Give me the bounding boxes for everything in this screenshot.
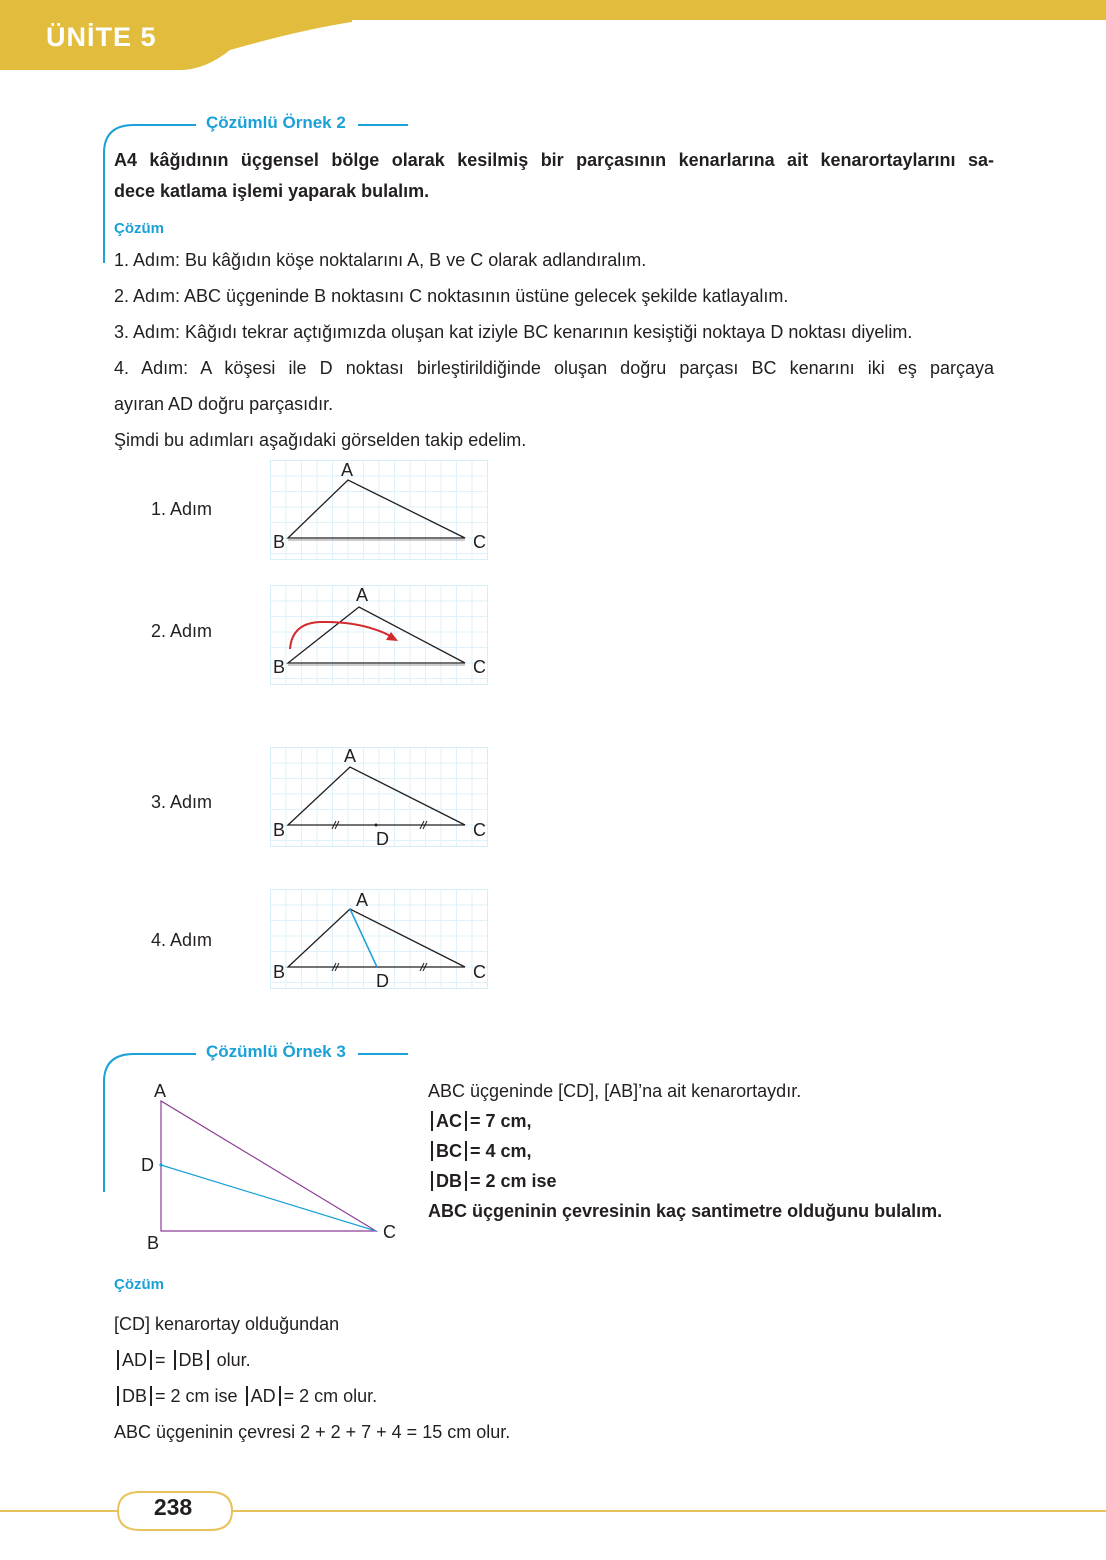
median-ad xyxy=(350,909,377,967)
fig3-label-b: B xyxy=(273,820,286,840)
figure-step-4-label: 4. Adım xyxy=(151,930,213,950)
example3-given-ac: AC = 7 cm, xyxy=(428,1110,532,1132)
step-4-text: 4. Adım: A köşesi ile D noktası birleştirildiğinde oluşan doğru parçası BC kenarını iki eş parçaya xyxy=(114,358,994,378)
fig4-label-d: D xyxy=(376,971,389,991)
median-cd xyxy=(161,1165,376,1231)
fig4-label-a: A xyxy=(356,890,369,910)
fig1-label-a: A xyxy=(341,460,354,480)
fig4-label-c: C xyxy=(473,962,486,982)
step-2-text: 2. Adım: ABC üçgeninde B noktasını C noktasının üstüne gelecek şekilde katlayalım. xyxy=(114,286,789,306)
example3-solution-line1: [CD] kenarortay olduğundan xyxy=(114,1314,340,1334)
fig3-label-c: C xyxy=(473,820,486,840)
fig3-label-d: D xyxy=(376,829,389,849)
example3-title: Çözümlü Örnek 3 xyxy=(206,1042,346,1061)
ex3-label-b: B xyxy=(147,1233,160,1253)
example3-solution-label: Çözüm xyxy=(114,1276,164,1293)
example3-title-rule xyxy=(358,1053,408,1055)
example2-solution-label: Çözüm xyxy=(114,220,164,237)
figure-step-1-label: 1. Adım xyxy=(151,499,213,519)
figure-step-2-label: 2. Adım xyxy=(151,621,213,641)
figure-step-2 xyxy=(270,585,486,683)
fig1-label-b: B xyxy=(273,532,286,552)
fig2-label-c: C xyxy=(473,657,486,677)
example2-problem-line1: A4 kâğıdının üçgensel bölge olarak kesilmiş bir parçasının kenarlarına ait kenarortaylarını sa- xyxy=(114,150,994,170)
example2-title-rule xyxy=(358,124,408,126)
example3-given-bc: BC = 4 cm, xyxy=(428,1140,532,1162)
figure-step-1 xyxy=(270,460,486,558)
example2-title: Çözümlü Örnek 2 xyxy=(206,113,346,132)
example3-given-db: DB = 2 cm ise xyxy=(428,1170,557,1192)
fold-arrowhead xyxy=(386,632,398,641)
header-band xyxy=(0,0,1106,72)
fig3-label-a: A xyxy=(344,746,357,766)
example3-given-line1: ABC üçgeninde [CD], [AB]’na ait kenarortaydır. xyxy=(428,1081,802,1101)
ex3-label-c: C xyxy=(383,1222,396,1242)
follow-text: Şimdi bu adımları aşağıdaki görselden takip edelim. xyxy=(114,430,527,450)
fig4-label-b: B xyxy=(273,962,286,982)
step-3-text: 3. Adım: Kâğıdı tekrar açtığımızda oluşan kat iziyle BC kenarının kesiştiği noktaya D noktası diyelim. xyxy=(114,322,913,342)
ex3-label-d: D xyxy=(141,1155,154,1175)
example2-problem-line2: dece katlama işlemi yaparak bulalım. xyxy=(114,181,430,201)
example3-solution-line2: AD = DB olur. xyxy=(114,1349,251,1371)
example3-question: ABC üçgeninin çevresinin kaç santimetre olduğunu bulalım. xyxy=(428,1201,943,1221)
fig2-label-a: A xyxy=(356,585,369,605)
figure-step-3-label: 3. Adım xyxy=(151,792,213,812)
example3-solution-line3: DB = 2 cm ise AD = 2 cm olur. xyxy=(114,1385,377,1407)
ex3-label-a: A xyxy=(154,1081,167,1101)
page-number: 238 xyxy=(153,1494,193,1520)
fold-arrow xyxy=(290,622,394,649)
fig1-label-c: C xyxy=(473,532,486,552)
example3-solution-final: ABC üçgeninin çevresi 2 + 2 + 7 + 4 = 15 cm olur. xyxy=(114,1422,511,1442)
fig2-label-b: B xyxy=(273,657,286,677)
step-4-text-cont: ayıran AD doğru parçasıdır. xyxy=(114,394,334,414)
unit-title: ÜNİTE 5 xyxy=(46,22,157,52)
step-1-text: 1. Adım: Bu kâğıdın köşe noktalarını A, B ve C olarak adlandıralım. xyxy=(114,250,647,270)
example3-triangle xyxy=(140,1080,410,1260)
